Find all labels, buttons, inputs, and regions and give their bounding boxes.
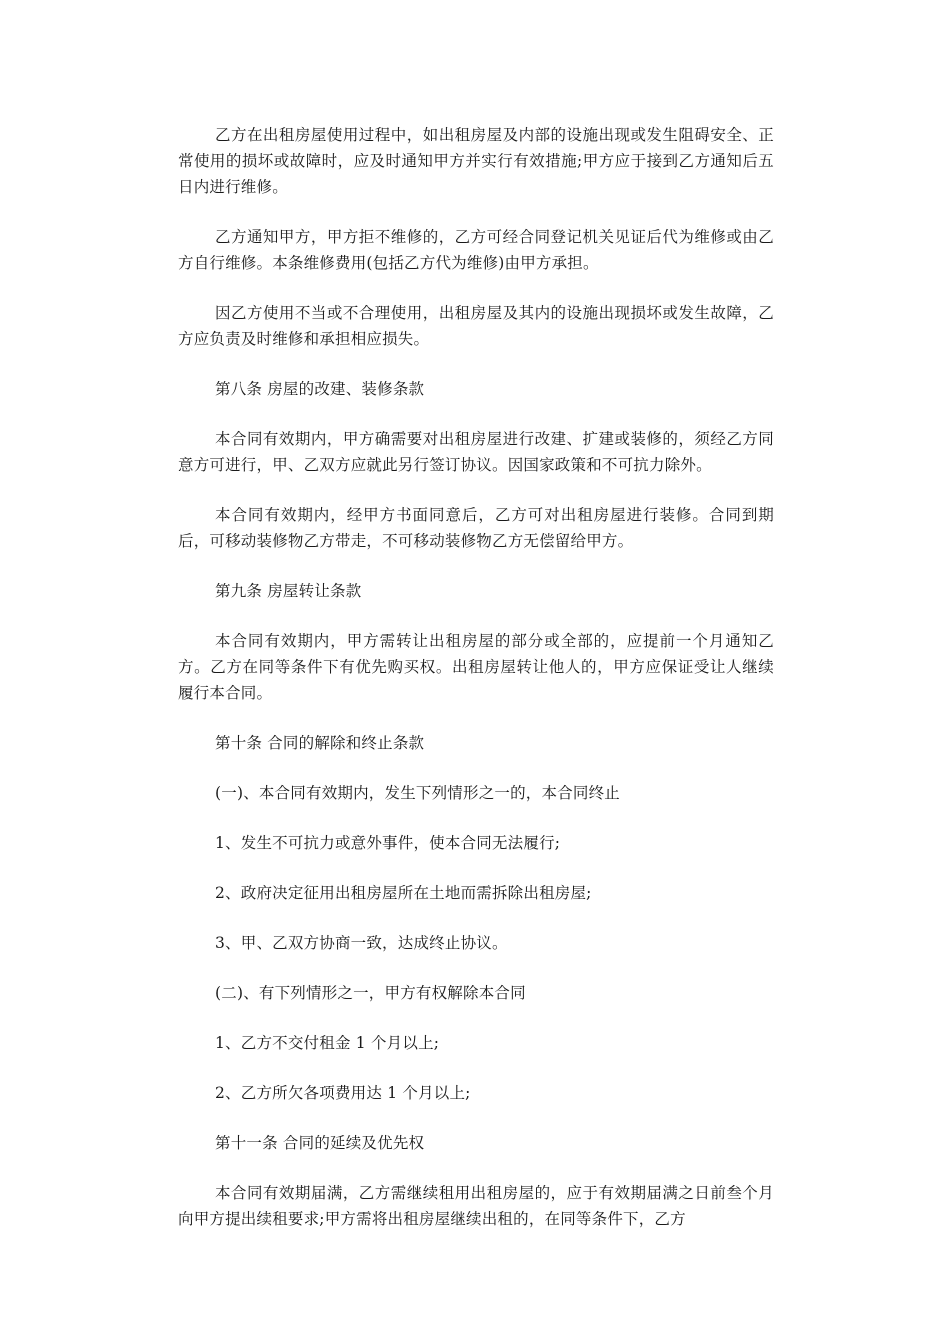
- document-body: [178, 122, 774, 1256]
- article-8-heading: 第八条 房屋的改建、装修条款: [215, 380, 425, 398]
- clause-rescission-intro: (二)、有下列情形之一，甲方有权解除本合同: [215, 984, 526, 1002]
- article-9-heading: 第九条 房屋转让条款: [215, 582, 362, 600]
- clause-termination-intro: (一)、本合同有效期内，发生下列情形之一的，本合同终止: [215, 784, 620, 802]
- paragraph-repair-notice: 乙方在出租房屋使用过程中，如出租房屋及内部的设施出现或发生阻碍安全、正常使用的损坏或故障时，应及时通知甲方并实行有效措施;甲方应于接到乙方通知后五日内进行维修。: [178, 126, 774, 196]
- paragraph-improper-use: 因乙方使用不当或不合理使用，出租房屋及其内的设施出现损坏或发生故障，乙方应负责及时维修和承担相应损失。: [178, 304, 774, 348]
- paragraph-renovation-by-landlord: 本合同有效期内，甲方确需要对出租房屋进行改建、扩建或装修的，须经乙方同意方可进行，甲、乙双方应就此另行签订协议。因国家政策和不可抗力除外。: [178, 430, 774, 474]
- paragraph-repair-refusal: 乙方通知甲方，甲方拒不维修的，乙方可经合同登记机关见证后代为维修或由乙方自行维修。本条维修费用(包括乙方代为维修)由甲方承担。: [178, 228, 774, 272]
- paragraph-transfer: 本合同有效期内，甲方需转让出租房屋的部分或全部的，应提前一个月通知乙方。乙方在同等条件下有优先购买权。出租房屋转让他人的，甲方应保证受让人继续履行本合同。: [178, 632, 774, 702]
- paragraph-renewal: 本合同有效期届满，乙方需继续租用出租房屋的，应于有效期届满之日前叁个月向甲方提出续租要求;甲方需将出租房屋继续出租的，在同等条件下，乙方: [178, 1184, 774, 1228]
- paragraph-renovation-by-tenant: 本合同有效期内，经甲方书面同意后，乙方可对出租房屋进行装修。合同到期后，可移动装修物乙方带走，不可移动装修物乙方无偿留给甲方。: [178, 506, 774, 550]
- article-10-heading: 第十条 合同的解除和终止条款: [215, 734, 425, 752]
- list-item: 2、政府决定征用出租房屋所在土地而需拆除出租房屋;: [215, 884, 592, 902]
- list-item: 2、乙方所欠各项费用达 1 个月以上;: [215, 1084, 471, 1102]
- list-item: 1、发生不可抗力或意外事件，使本合同无法履行;: [215, 834, 561, 852]
- article-11-heading: 第十一条 合同的延续及优先权: [215, 1134, 425, 1152]
- list-item: 1、乙方不交付租金 1 个月以上;: [215, 1034, 440, 1052]
- list-item: 3、甲、乙双方协商一致，达成终止协议。: [215, 934, 508, 952]
